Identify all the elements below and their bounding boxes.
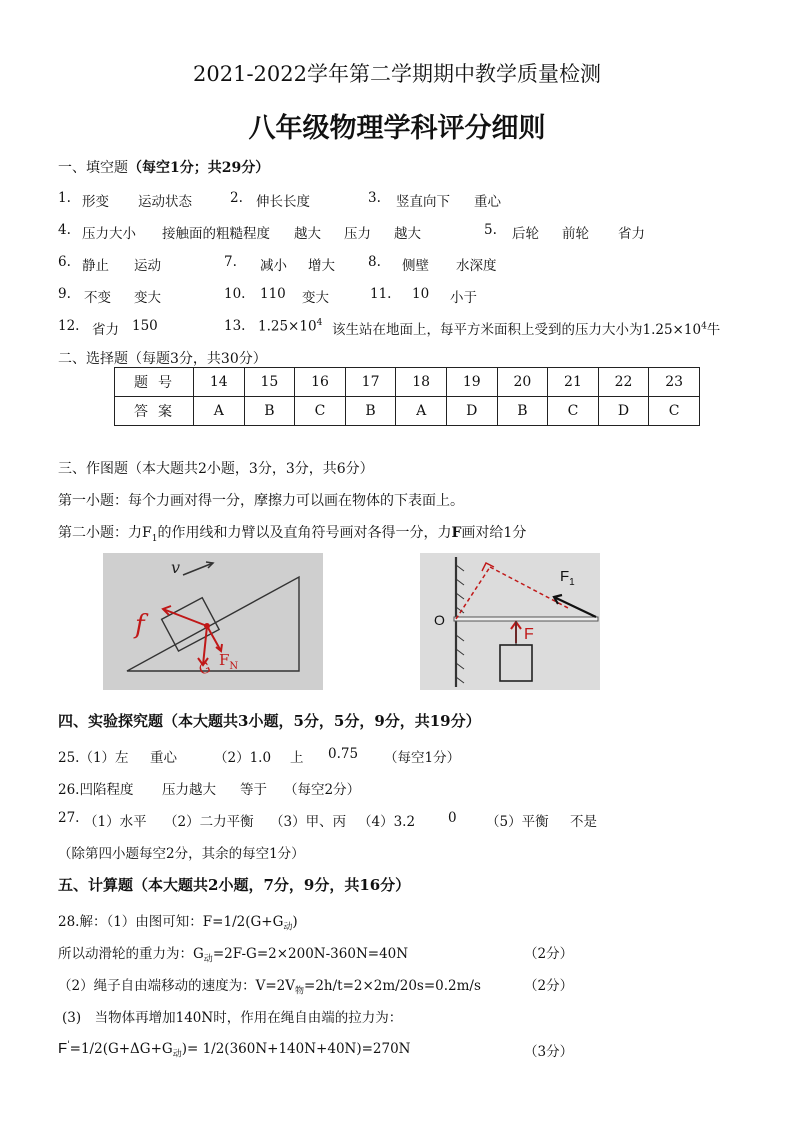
table-row — [115, 368, 700, 397]
rubric-title: 八年级物理学科评分细则 — [248, 113, 546, 144]
table-cell: B — [244, 397, 295, 426]
lever-figure — [420, 553, 600, 690]
row-label-answer: 答案 — [115, 397, 194, 426]
table-cell: 14 — [194, 368, 245, 397]
table-cell: 21 — [548, 368, 599, 397]
drawing-q1-note: 第一小题：每个力画对得一分，摩擦力可以画在物体的下表面上。 — [58, 493, 464, 509]
table-cell: D — [598, 397, 649, 426]
pivot-label: O — [434, 612, 445, 628]
lever-bar — [454, 617, 598, 621]
table-cell: 22 — [598, 368, 649, 397]
f1-label: $F_1$ — [560, 568, 575, 588]
table-cell: D — [446, 397, 497, 426]
table-cell: C — [548, 397, 599, 426]
section2-heading: 二、选择题（每题3分，共30分） — [58, 351, 267, 367]
table-cell: 20 — [497, 368, 548, 397]
gravity-label: G — [196, 659, 213, 679]
row-label-number: 题号 — [115, 368, 194, 397]
table-row — [115, 397, 700, 426]
table-cell: A — [396, 397, 447, 426]
calc-line-2: 所以动滑轮的重力为：$G_动=2F-G=2\times 200N-360N=40N$ （2分） — [58, 942, 758, 965]
table-cell: 23 — [649, 368, 700, 397]
table-cell: A — [194, 397, 245, 426]
score-note: （3分） — [524, 1044, 574, 1060]
table-cell: 18 — [396, 368, 447, 397]
table-cell: C — [649, 397, 700, 426]
answer-table — [114, 367, 700, 426]
table-cell: C — [295, 397, 346, 426]
table-cell: 19 — [446, 368, 497, 397]
exam-title: 2021-2022学年第二学期期中教学质量检测 — [193, 62, 601, 86]
incline-figure — [103, 553, 323, 690]
section4-heading: 四、实验探究题（本大题共3小题，5分，5分，9分，共19分） — [58, 712, 481, 730]
calc-line-5: $F'=1/2(G+\Delta G+G_动)= 1/2(360N+140N+40N)=270N$ （3分） — [58, 1040, 574, 1060]
score-note: （2分） — [524, 946, 574, 962]
section3-heading: 三、作图题（本大题共2小题，3分，3分，共6分） — [58, 461, 374, 477]
experiment-note: （除第四小题每空2分，其余的每空1分） — [58, 846, 305, 862]
normal-force-label: $F_N$ — [219, 651, 239, 672]
score-note: （2分） — [524, 978, 574, 994]
table-cell: 17 — [345, 368, 396, 397]
calc-line-3: （2）绳子自由端移动的速度为：$V=2V_物=2h/t=2\times 2m/20s=0.2m/s$ （2分） — [58, 974, 758, 997]
section5-heading: 五、计算题（本大题共2小题，7分，9分，共16分） — [58, 876, 411, 894]
velocity-label: v — [171, 558, 181, 577]
f-label: F — [524, 626, 534, 643]
table-cell: B — [497, 397, 548, 426]
friction-label: f — [135, 610, 145, 640]
calc-line-4: (3) 当物体再增加140N时，作用在绳自由端的拉力为： — [62, 1010, 403, 1026]
table-cell: B — [345, 397, 396, 426]
table-cell: 15 — [244, 368, 295, 397]
section1-heading: 一、填空题（每空1分；共29分） — [58, 160, 270, 176]
drawing-q2-note: 第二小题：力$F_1$的作用线和力臂以及直角符号画对各得一分，力F画对给1分 — [58, 525, 527, 544]
calc-line-1: 28.解：（1）由图可知：$F=1/2(G+G_动)$ — [58, 914, 298, 933]
table-cell: 16 — [295, 368, 346, 397]
